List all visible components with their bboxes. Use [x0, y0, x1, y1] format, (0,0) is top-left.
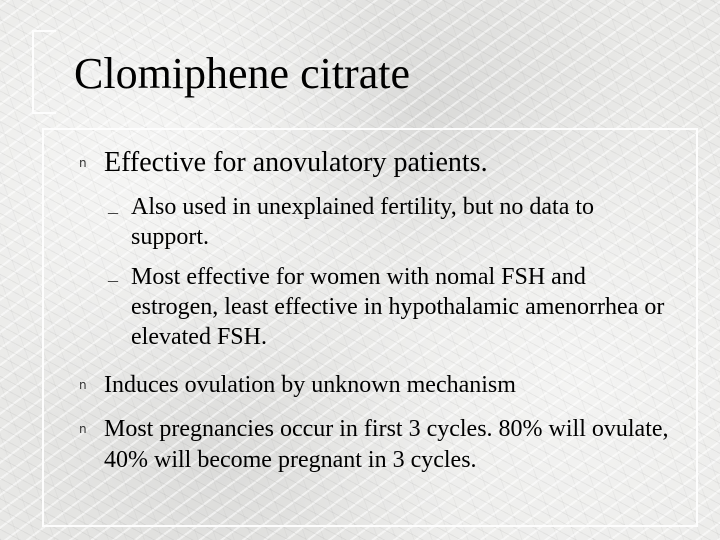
sub-bullet-text: Also used in unexplained fertility, but no data to support. [131, 194, 595, 250]
sub-bullet-dash-icon: – [108, 201, 118, 223]
bullet-text: Induces ovulation by unknown mechanism [104, 372, 516, 398]
bullet-text: Effective for anovulatory patients. [104, 147, 488, 178]
slide-title: Clomiphene citrate [74, 49, 410, 98]
sub-bullet-text: Most effective for women with nomal FSH and estrogen, least effective in hypothalamic amenorrhea or elevated FSH. [131, 264, 665, 350]
bullet-square-icon: n [79, 156, 87, 170]
bullet-square-icon: n [79, 378, 87, 392]
sub-bullet-dash-icon: – [108, 269, 118, 291]
title-frame-decoration [32, 30, 56, 114]
bullet-square-icon: n [79, 422, 87, 436]
bullet-text: Most pregnancies occur in first 3 cycles. 80% will ovulate, 40% will become pregnant in 3 cycles. [104, 416, 669, 473]
